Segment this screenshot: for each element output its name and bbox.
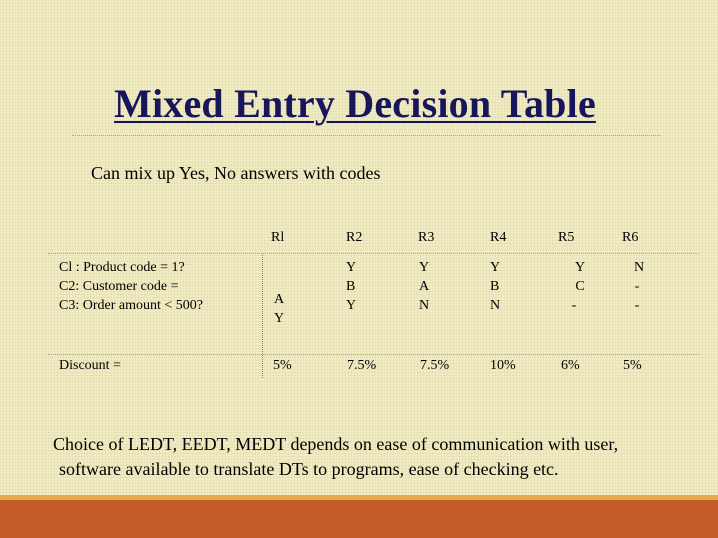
entry-c2-r4: B: [490, 279, 500, 294]
entry-c3-r2: Y: [346, 298, 357, 313]
action-label-discount: Discount =: [59, 358, 121, 373]
entry-c1-r2: Y: [346, 260, 357, 275]
entry-c2-r6: -: [634, 279, 640, 294]
rule-header-r4: R4: [490, 230, 507, 245]
entry-c1-r3: Y: [419, 260, 430, 275]
action-value-r4: 10%: [490, 358, 516, 373]
entry-c3-r6: -: [634, 298, 640, 313]
rule-header-r1: Rl: [271, 230, 285, 245]
rule-header-r6: R6: [622, 230, 639, 245]
condition-label-c3: C3: Order amount < 500?: [59, 298, 203, 313]
entry-c2-r1: Y: [274, 311, 285, 326]
entry-c1-r1: A: [274, 292, 285, 307]
table-stub-divider: [262, 255, 263, 378]
action-value-r5: 6%: [561, 358, 580, 373]
condition-label-c1: Cl : Product code = 1?: [59, 260, 185, 275]
action-value-r6: 5%: [623, 358, 642, 373]
entry-c2-r5: C: [575, 279, 585, 294]
footer-note-line-2: software available to translate DTs to programs, ease of checking etc.: [59, 459, 559, 479]
entry-c3-r3: N: [419, 298, 430, 313]
slide-title: Mixed Entry Decision Table: [114, 81, 596, 126]
rule-header-r3: R3: [418, 230, 435, 245]
entry-c1-r4: Y: [490, 260, 501, 275]
slide-subtitle: Can mix up Yes, No answers with codes: [91, 163, 381, 183]
footer-note-line-1: Choice of LEDT, EEDT, MEDT depends on ease of communication with user,: [53, 434, 619, 454]
action-value-r1: 5%: [273, 358, 292, 373]
condition-label-c2: C2: Customer code =: [59, 279, 179, 294]
bottom-footer-band: [0, 500, 718, 538]
table-header-divider: [48, 253, 700, 254]
footer-note: [53, 432, 618, 482]
title-divider: [72, 135, 660, 136]
rule-header-r2: R2: [346, 230, 363, 245]
action-value-r3: 7.5%: [420, 358, 450, 373]
entry-c2-r3: A: [419, 279, 430, 294]
table-action-divider: [48, 354, 700, 355]
entry-c3-r4: N: [490, 298, 501, 313]
rule-header-r5: R5: [558, 230, 575, 245]
entry-c1-r6: N: [633, 260, 645, 275]
action-value-r2: 7.5%: [347, 358, 377, 373]
entry-c2-r2: B: [346, 279, 356, 294]
entry-c3-r5: -: [571, 298, 577, 313]
entry-c1-r5: Y: [574, 260, 586, 275]
